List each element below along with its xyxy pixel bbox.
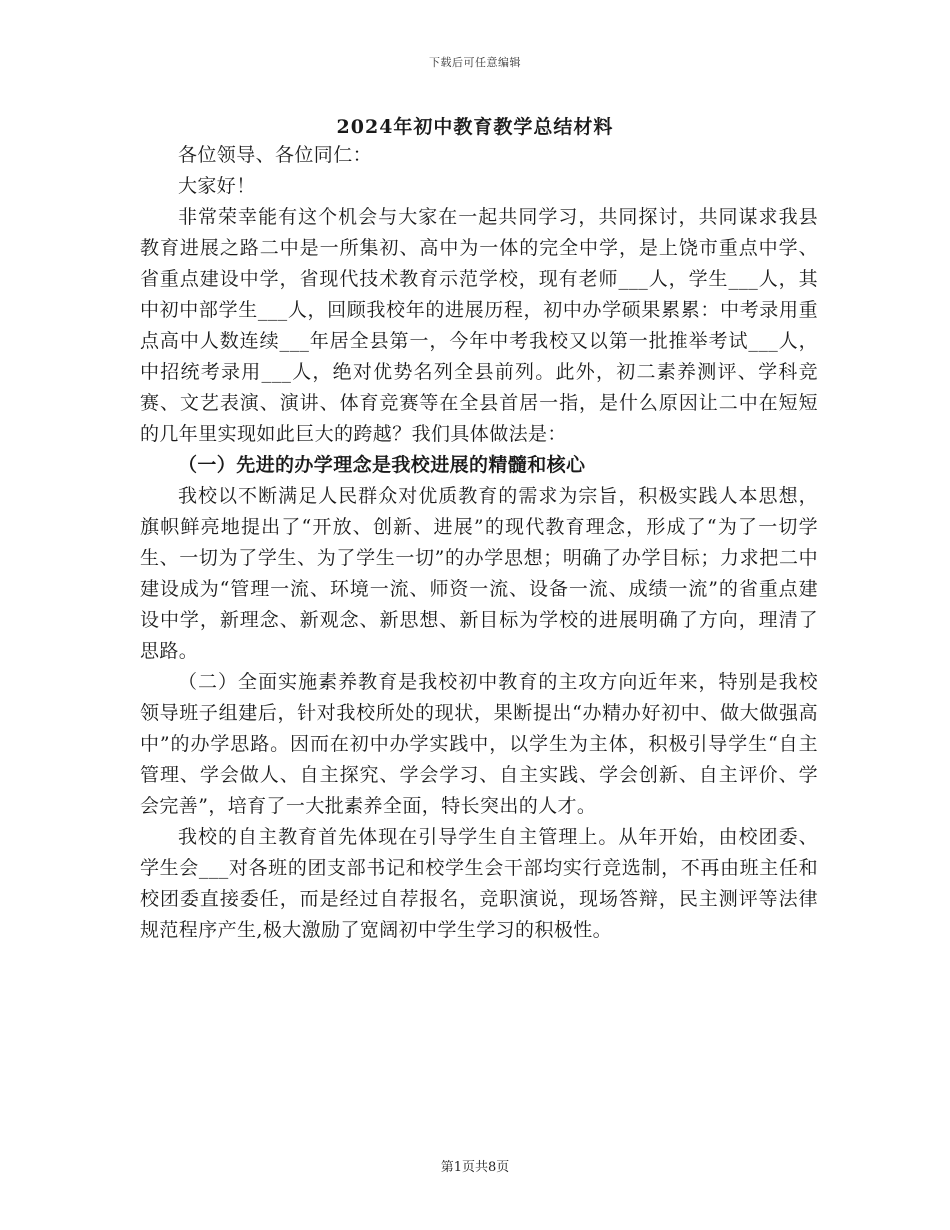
paragraph-salutation: 各位领导、各位同仁： [178, 144, 373, 166]
document-body [140, 140, 818, 946]
header-note: 下载后可任意编辑 [429, 56, 521, 69]
paragraph-greeting: 大家好！ [178, 175, 256, 197]
paragraph-philosophy: 我校以不断满足人民群众对优质教育的需求为宗旨，积极实践人本思想，旗帜鲜亮地提出了“开放、创新、进展”的现代教育理念，形成了“为了一切学生、一切为了学生、为了学生一切”的办学思想；明确了办学目标；力求把二中建设成为“管理一流、环境一流、师资一流、设备一流、成绩一流”的省重点建设中学，新理念、新观念、新思想、新目标为学校的进展明确了方向，理清了思路。 [140, 485, 818, 662]
paragraph-introduction: 非常荣幸能有这个机会与大家在一起共同学习，共同探讨，共同谋求我县教育进展之路二中是一所集初、高中为一体的完全中学，是上饶市重点中学、省重点建设中学，省现代技术教育示范学校，现有老师___人，学生___人，其中初中部学生___人，回顾我校年的进展历程，初中办学硕果累累：中考录用重点高中人数连续___年居全县第一，今年中考我校又以第一批推举考试___人，中招统考录用___人，绝对优势名列全县前列。此外，初二素养测评、学科竞赛、文艺表演、演讲、体育竞赛等在全县首居一指，是什么原因让二中在短短的几年里实现如此巨大的跨越？我们具体做法是： [140, 206, 818, 445]
page-number: 第1页共8页 [440, 1160, 510, 1175]
section-heading-1: （一）先进的办学理念是我校进展的精髓和核心 [178, 454, 586, 476]
document-title: 2024年初中教育教学总结材料 [336, 116, 614, 138]
paragraph-quality-education: （二）全面实施素养教育是我校初中教育的主攻方向近年来，特别是我校领导班子组建后，针对我校所处的现状，果断提出“办精办好初中、做大做强高中”的办学思路。因而在初中办学实践中，以学生为主体，积极引导学生“自主管理、学会做人、自主探究、学会学习、自主实践、学会创新、自主评价、学会完善”，培育了一大批素养全面，特长突出的人才。 [140, 671, 818, 817]
paragraph-self-management: 我校的自主教育首先体现在引导学生自主管理上。从年开始，由校团委、学生会___对各班的团支部书记和校学生会干部均实行竞选制，不再由班主任和校团委直接委任，而是经过自荐报名，竞职演说，现场答辩，民主测评等法律规范程序产生,极大激励了宽阔初中学生学习的积极性。 [140, 826, 818, 941]
